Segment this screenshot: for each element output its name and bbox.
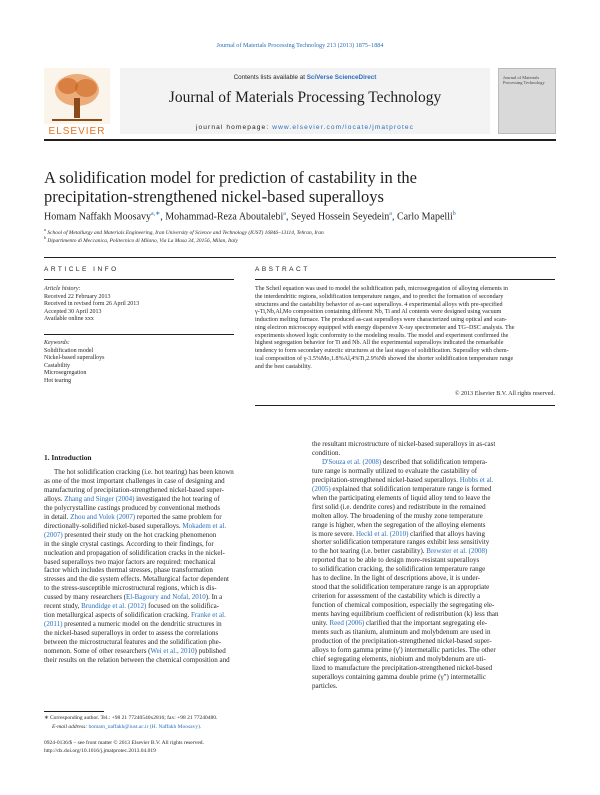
text-segment: range is higher, when the segregation of the alloying elements <box>312 520 486 529</box>
citation-link[interactable]: El-Bagoury and Nofal, 2010 <box>126 593 206 602</box>
text-line <box>312 610 557 619</box>
text-segment: alloys. <box>44 494 65 503</box>
keywords <box>44 340 234 386</box>
author-name: Seyed Hossein Seyedein <box>290 211 390 223</box>
author-list: Homam Naffakh Moosavy$^{a,∗}$, Mohammad-Reza Aboutalebi$^a$, Seyed Hossein Seyedein$^a$, Carlo Mapelli$^b$ <box>44 211 456 223</box>
left-column <box>44 468 292 665</box>
text-segment: to the hot tearing (i.e. better castability). <box>312 547 427 556</box>
citation-link[interactable]: Heckl et al. (2010) <box>355 529 409 538</box>
text-line <box>312 628 557 637</box>
abstract-line: γ-Ti,Nb,Al,Mo composition containing different Nb, Ti and Al contents were designed using vacuum <box>255 309 502 316</box>
history-item: Received 22 February 2013 <box>44 293 111 300</box>
text-segment: recent study, <box>44 602 82 611</box>
text-segment: ) published <box>194 647 226 656</box>
abstract-body <box>255 286 555 371</box>
text-segment: chief segregating elements, niobium and molybdenum are uti- <box>312 654 486 663</box>
citation-link[interactable]: (2011) <box>44 620 63 629</box>
text-line <box>312 449 557 458</box>
text-segment: in detail. <box>44 512 71 521</box>
text-segment: to the stress-susceptible microstructural regions, which is dis- <box>44 584 217 593</box>
affiliation-text: School of Metallurgy and Materials Engineering, Iran University of Science and Technology (IUST) 16846–13114, Tehran, Iran <box>47 229 324 236</box>
text-line <box>44 513 292 522</box>
text-segment: molten alloy. The broadening of the mushy zone temperature <box>312 511 483 520</box>
citation-link[interactable]: Zhou and Volek (2007) <box>70 512 136 521</box>
title-line-1: A solidification model for prediction of castability in the <box>44 168 417 187</box>
section-rule <box>44 257 556 258</box>
cover-text: Journal of Materials Processing Technology <box>503 75 545 85</box>
citation-link[interactable]: (2005) <box>312 484 331 493</box>
text-segment: clarified that the important segregating ele- <box>364 619 488 628</box>
text-segment: between the microstructural features and the solidification phe- <box>44 638 222 647</box>
text-line <box>44 584 292 593</box>
abstract-line: ical composition of γ-3.5%Mo,1.8%Al,4%Ti,2.9%Nb showed the shorter solidification temperature range <box>255 355 514 362</box>
text-line <box>312 646 557 655</box>
text-segment: the resultant microstructure of nickel-based superalloys in as-cast <box>312 440 496 448</box>
text-line <box>44 575 292 584</box>
text-line <box>44 629 292 638</box>
text-segment: ments having equilibrium coefficient of redistribution (k) less than <box>312 610 499 619</box>
header-rule <box>44 139 556 141</box>
text-line <box>312 583 557 592</box>
keywords-label: Keywords: <box>44 340 70 346</box>
text-segment: as one of the most important challenges in case of designing and <box>44 476 225 485</box>
paper-title <box>44 168 564 206</box>
citation-link[interactable]: Brewster et al. (2008) <box>426 547 488 556</box>
keyword-item: Castability <box>44 362 70 369</box>
text-segment: reported the same problem for <box>135 512 222 521</box>
text-segment: ments such as titanium, aluminum and molybdenum are used in <box>312 628 491 637</box>
citation-link[interactable]: Brundidge et al. (2012) <box>81 602 147 611</box>
keyword-item: Hot tearing <box>44 377 72 384</box>
text-segment: in the single crystal castings. According to their findings, for <box>44 539 214 548</box>
text-segment: clarified that alloys having <box>408 529 486 538</box>
text-line <box>44 558 292 567</box>
issn-line: 0924-0136/$ – see front matter © 2013 Elsevier B.V. All rights reserved. <box>44 740 204 746</box>
author-affil-mark[interactable]: a,∗ <box>151 211 161 217</box>
text-line <box>44 540 292 549</box>
text-line <box>44 504 292 513</box>
text-line <box>312 619 557 628</box>
keyword-item: Microsegregation <box>44 370 87 377</box>
text-line <box>44 477 292 486</box>
text-segment: described that solidification tempera- <box>381 457 488 466</box>
text-segment: their results on the relation between the chemical composition and <box>44 656 230 665</box>
article-info-rule <box>44 279 234 280</box>
text-segment: the nickel-based superalloys in order to assess the correlations <box>44 629 219 638</box>
text-line <box>312 601 557 610</box>
text-line <box>312 476 557 485</box>
history-item: Received in revised form 26 April 2013 <box>44 301 140 308</box>
text-line <box>312 664 557 673</box>
journal-title: Journal of Materials Processing Technology <box>168 89 442 106</box>
keyword-item: Nickel-based superalloys <box>44 355 105 362</box>
text-line <box>312 521 557 530</box>
text-segment: explained that solidification temperature range is formed <box>330 484 492 493</box>
abstract-line: The Scheil equation was used to model the solidification path, microsegregation of alloying elements in <box>255 286 508 292</box>
text-segment: factor which includes thermal stresses, phase transformation <box>44 566 213 575</box>
footnote-email <box>52 724 312 731</box>
text-segment: investigated the hot tearing of <box>134 494 220 503</box>
homepage-link[interactable]: www.elsevier.com/locate/jmatprotec <box>272 124 415 131</box>
journal-homepage <box>120 124 490 131</box>
abstract-line: the interdendritic regions, solidification temperature ranges, and to predict the formation of secondary <box>255 293 504 300</box>
author-affil-mark[interactable]: a <box>389 211 392 217</box>
citation-link[interactable]: Hobbs et al. <box>459 475 494 484</box>
text-segment: condition. <box>312 448 341 457</box>
text-segment: nucleation and propagation of solidification cracks in the nickel- <box>44 548 225 557</box>
affiliation-mark: b <box>44 235 46 240</box>
affiliation <box>44 234 564 245</box>
author-affil-mark[interactable]: b <box>452 211 456 217</box>
history-item: Available online xxx <box>44 316 94 323</box>
affiliation-text: Dipartimento di Meccanica, Politecnico di Milano, Via La Masa 34, 20156, Milan, Italy <box>47 237 238 244</box>
text-line <box>44 549 292 558</box>
elsevier-tree-icon <box>44 68 110 124</box>
text-line <box>312 530 557 539</box>
text-line <box>312 637 557 646</box>
text-segment: ). In a <box>205 593 223 602</box>
text-line <box>312 574 557 583</box>
abstract-rule <box>255 279 555 280</box>
email-label: E-mail address: <box>52 724 88 730</box>
text-line <box>312 503 557 512</box>
text-line <box>312 512 557 521</box>
text-segment: superalloys containing gamma double prime (γ″) intermetallic <box>312 672 486 681</box>
text-line <box>312 494 557 503</box>
text-line <box>312 655 557 664</box>
text-line <box>312 485 557 494</box>
text-segment: shorter solidification temperature ranges exhibit less sensitivity <box>312 538 490 547</box>
email-link[interactable]: homam_naffakh@iust.ac.ir (H. Naffakh Moosavy). <box>88 724 202 730</box>
citation-link[interactable]: Franke et al. <box>191 611 226 620</box>
abstract-line: tendency to form secondary eutectic structures at the last stages of solidification. Superalloy with chem- <box>255 348 509 354</box>
text-segment: cussed by many researchers ( <box>44 593 127 602</box>
history-item: Accepted 30 April 2013 <box>44 308 102 315</box>
text-line <box>44 647 292 656</box>
text-line <box>44 602 292 611</box>
title-line-2: precipitation-strengthened nickel-based superalloys <box>44 187 384 206</box>
right-column <box>312 440 557 691</box>
text-line <box>312 458 557 467</box>
journal-reference: Journal of Materials Processing Technology 213 (2013) 1875–1884 <box>216 42 384 49</box>
elsevier-logo <box>44 68 110 134</box>
text-segment: tion metallurgical aspects of solidification cracking. <box>44 611 192 620</box>
text-line <box>312 538 557 547</box>
text-segment: to solidification cracking, the solidification temperature range <box>312 565 486 574</box>
citation-link[interactable]: (2007) <box>44 530 63 539</box>
author-name: Carlo Mapelli <box>396 211 453 223</box>
text-line <box>312 673 557 682</box>
article-history <box>44 286 234 324</box>
text-segment: is more severe. <box>312 529 356 538</box>
abstract-heading: ABSTRACT <box>255 266 310 273</box>
text-segment: criterion for assessment of the castability which is directly a <box>312 592 481 601</box>
text-line <box>44 522 292 531</box>
text-segment: directionally-solidified nickel-based superalloys. <box>44 521 183 530</box>
copyright-notice: © 2013 Elsevier B.V. All rights reserved. <box>454 391 555 397</box>
text-line <box>44 495 292 504</box>
keyword-item: Solidification model <box>44 347 94 354</box>
text-segment: precipitation-strengthened nickel-based superalloys. <box>312 475 460 484</box>
abstract-line: highest segregation behavior for Ti and Nb. All the experimental superalloys indicated the remarkable <box>255 340 504 347</box>
footnote-rule <box>44 711 104 712</box>
contents-line <box>120 74 490 81</box>
text-segment: alloys to form gamma prime (γ′) intermetallic particles. The other <box>312 645 496 654</box>
text-segment: ture range is normally utilized to evaluate the castability of <box>312 466 478 475</box>
text-segment: The hot solidification cracking (i.e. hot tearing) has been known <box>54 468 234 476</box>
affiliation-mark: a <box>44 227 46 232</box>
abstract-line: induction melting furnace. The produced as-cast superalloys were characterized using optical and scan- <box>255 317 507 323</box>
text-line <box>44 566 292 575</box>
text-line <box>44 486 292 495</box>
text-line <box>312 467 557 476</box>
citation-link[interactable]: D'Souza et al. (2008) <box>322 457 382 466</box>
text-line <box>44 593 292 602</box>
author-affil-mark[interactable]: a <box>283 211 286 217</box>
text-line <box>312 592 557 601</box>
text-line <box>44 638 292 647</box>
text-segment: reported that to be able to design more-resistant superalloys <box>312 556 480 565</box>
text-line <box>312 547 557 556</box>
author-name: Mohammad-Reza Aboutalebi <box>165 211 284 223</box>
text-line <box>312 440 557 449</box>
text-line <box>312 682 557 691</box>
text-line <box>44 611 292 620</box>
abstract-line: experiments showed logic conformity to the modeling results. The model and experiment confirmed the <box>255 332 509 339</box>
text-segment: production of the precipitation-strengthened nickel-based super- <box>312 636 492 645</box>
text-segment: based superalloys two major factors are required: mechanical <box>44 557 216 566</box>
homepage-prefix: journal homepage: <box>195 124 270 131</box>
text-line <box>312 565 557 574</box>
elsevier-wordmark: ELSEVIER <box>48 126 106 137</box>
abstract-line: ning electron microscopy equipped with energy dispersive X-ray spectrometer and TG–DSC analysis. The <box>255 324 515 331</box>
citation-link[interactable]: Wei et al., 2010 <box>150 647 195 656</box>
text-segment: manufacturing of precipitation-strengthened nickel-based super- <box>44 485 224 494</box>
text-line <box>44 468 292 477</box>
text-segment: has to decline. In the light of descriptions above, it is under- <box>312 574 481 583</box>
keywords-rule <box>44 334 234 335</box>
text-segment: stresses and the die system effects. Metallurgical factor dependent <box>44 575 229 584</box>
text-line <box>44 656 292 665</box>
citation-link[interactable]: Zhang and Singer (2004) <box>64 494 135 503</box>
abstract-end-rule <box>255 405 555 406</box>
sciencedirect-link[interactable]: SciVerse ScienceDirect <box>306 74 377 81</box>
text-segment: unity. <box>312 619 330 628</box>
text-segment: nomenon. Some of other researchers ( <box>44 647 151 656</box>
text-segment: stood that the solidification temperature range is an appropriate <box>312 583 490 592</box>
contents-prefix: Contents lists available at <box>233 74 305 81</box>
text-line <box>44 620 292 629</box>
footnote-corresponding: ∗ Corresponding author. Tel.: +98 21 77240540x2816; fax: +98 21 77240480. <box>44 715 218 721</box>
section-heading-introduction: 1. Introduction <box>44 453 92 462</box>
journal-cover-thumbnail <box>498 68 556 134</box>
text-segment: presented a numeric model on the dendritic structures in <box>62 620 222 629</box>
text-segment: focused on the solidifica- <box>146 602 220 611</box>
abstract-line: structures and the castability behavior of as-cast superalloys. 4 experimental alloys with pre-specified <box>255 301 503 308</box>
doi-link[interactable]: http://dx.doi.org/10.1016/j.jmatprotec.2013.04.019 <box>44 748 156 754</box>
text-segment: lized to manufacture the precipitation-strengthened nickel-based <box>312 663 493 672</box>
text-segment: first solid (i.e. dendrite cores) and redistribute in the remained <box>312 502 486 511</box>
text-segment: the polycrystalline castings produced by conventional methods <box>44 503 221 512</box>
text-line <box>312 556 557 565</box>
text-segment: function of chemical composition, especially the segregating ele- <box>312 601 495 610</box>
article-info-heading: ARTICLE INFO <box>44 266 119 273</box>
citation-link[interactable]: Reed (2006) <box>329 619 365 628</box>
text-segment: presented their study on the hot cracking phenomenon <box>62 530 217 539</box>
citation-link[interactable]: Mokadem et al. <box>182 521 227 530</box>
text-line <box>44 531 292 540</box>
author-name: Homam Naffakh Moosavy <box>44 211 152 223</box>
text-segment: when the participating elements of liquid alloy tend to leave the <box>312 493 491 502</box>
text-segment: particles. <box>312 681 338 690</box>
abstract-line: and the best castability. <box>255 363 312 370</box>
history-label: Article history: <box>44 286 81 292</box>
